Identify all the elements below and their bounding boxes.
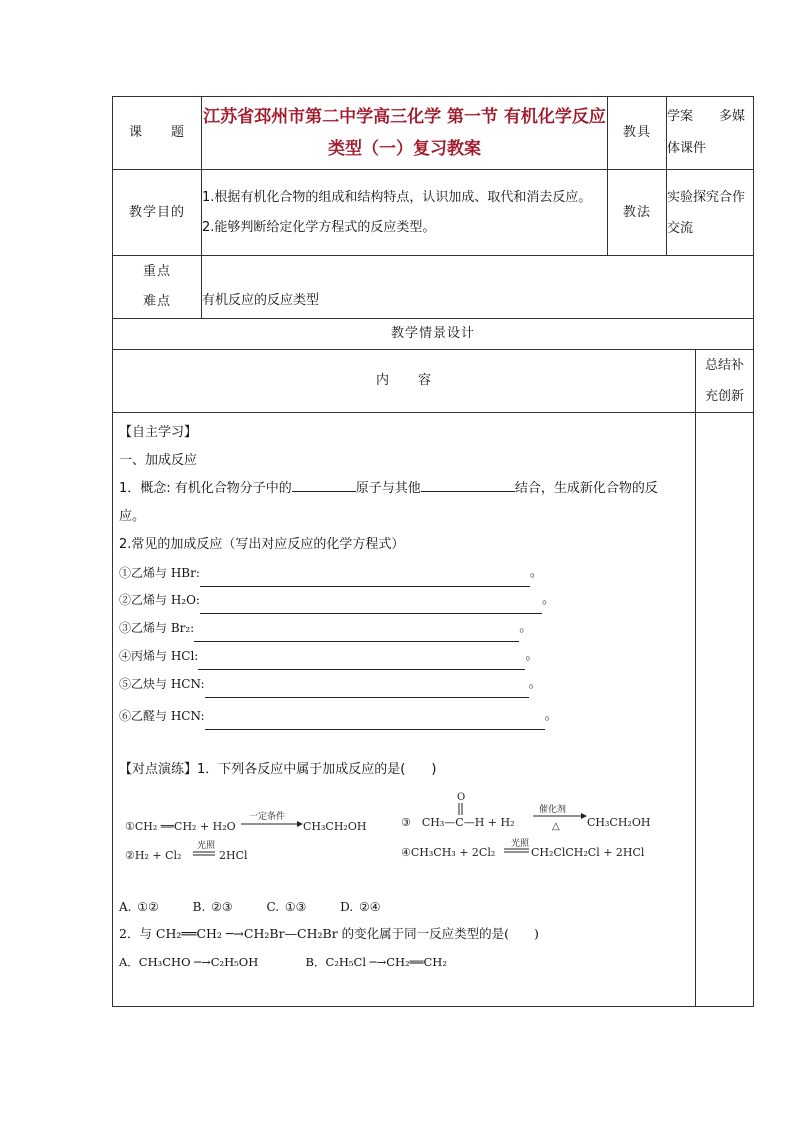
key-points-value: 有机反应的反应类型 — [202, 256, 754, 319]
question-2-options — [119, 948, 690, 976]
lesson-plan-document — [112, 96, 753, 1007]
reaction-item: ⑤乙炔与 HCN: 。 — [119, 670, 690, 698]
answer-blank[interactable] — [200, 595, 542, 614]
objective-item: 2.能够判断给定化学方程式的反应类型。 — [202, 219, 436, 235]
key-points-label: 重点 难点 — [113, 256, 202, 319]
answer-options-1 — [119, 894, 690, 920]
objective-item: 1.根据有机化合物的组成和结构特点，认识加成、取代和消去反应。 — [202, 189, 592, 205]
side-notes-column — [696, 413, 754, 1007]
equation-3-oxygen: O — [457, 792, 466, 803]
self-study-heading: 【自主学习】 — [119, 425, 198, 440]
section-heading: 一、加成反应 — [119, 453, 198, 468]
equation-4-right: CH₂ClCH₂Cl + 2HCl — [531, 846, 645, 859]
lesson-plan-table — [112, 96, 754, 1007]
page-title: 江苏省邳州市第二中学高三化学 第一节 有机化学反应类型（一）复习教案 — [202, 97, 608, 170]
q2-option-b[interactable]: B．C₂H₅Cl ─→CH₂══CH₂ — [305, 955, 447, 969]
concept-line: 1．概念: 有机化合物分子中的 原子与其他 结合，生成新化合物的反 — [119, 475, 690, 503]
reaction-item: ④丙烯与 HCl: 。 — [119, 642, 690, 670]
content-heading: 内 容 — [113, 350, 696, 413]
method-value: 实验探究合作交流 — [667, 170, 754, 256]
equation-3-left: ③ CH₃—C—H + H₂ — [401, 816, 515, 829]
option-b[interactable]: B. ②③ — [192, 900, 233, 914]
answer-blank[interactable] — [205, 711, 545, 730]
equation-1-right: CH₃CH₂OH — [303, 820, 367, 833]
method-label: 教法 — [608, 170, 667, 256]
answer-blank[interactable] — [205, 679, 529, 698]
reaction-item: ③乙烯与 Br₂: 。 — [119, 614, 690, 642]
tools-value: 学案 多媒体课件 — [667, 97, 754, 170]
equation-4-left: ④CH₃CH₃ + 2Cl₂ — [401, 846, 496, 859]
equation-2-condition: 光照 — [197, 841, 216, 851]
option-a[interactable]: A. ①② — [119, 900, 159, 914]
answer-blank[interactable] — [194, 623, 519, 642]
reaction-item: ⑥乙醛与 HCN: 。 — [119, 702, 690, 730]
course-label: 课 题 — [113, 97, 202, 170]
answer-blank[interactable] — [200, 568, 530, 587]
reaction-item: ②乙烯与 H₂O: 。 — [119, 586, 690, 614]
answer-blank[interactable] — [292, 475, 356, 492]
content-body — [113, 413, 696, 1007]
answer-blank[interactable] — [198, 651, 525, 670]
objectives-label: 教学目的 — [113, 170, 202, 256]
equation-3-right: CH₃CH₂OH — [587, 816, 651, 829]
equation-1-condition: 一定条件 — [249, 812, 286, 822]
side-heading: 总结补充创新 — [696, 350, 754, 413]
equation-2-right: 2HCl — [219, 849, 248, 862]
equation-2-left: ②H₂ + Cl₂ — [125, 849, 182, 862]
equation-3-condition: 催化剂 — [539, 805, 567, 815]
tools-label: 教具 — [608, 97, 667, 170]
drill-question-1: 【对点演练】1．下列各反应中属于加成反应的是( ) — [119, 762, 437, 777]
equation-1-left: ①CH₂ ══CH₂ + H₂O — [125, 820, 236, 833]
q2-option-a[interactable]: A．CH₃CHO ─→C₂H₅OH — [119, 955, 259, 969]
equation-3-heat: △ — [552, 821, 560, 832]
equation-4-condition: 光照 — [511, 839, 530, 849]
reaction-item: ①乙烯与 HBr: 。 — [119, 559, 690, 587]
concept-line-end: 应。 — [119, 509, 146, 524]
objectives-content — [202, 170, 608, 256]
option-d[interactable]: D. ②④ — [340, 900, 381, 914]
reaction-equations-figure — [119, 786, 659, 876]
option-c[interactable]: C. ①③ — [266, 900, 307, 914]
answer-blank[interactable] — [421, 475, 515, 492]
common-reactions-title: 2.常见的加成反应（写出对应反应的化学方程式） — [119, 537, 405, 552]
drill-question-2: 2．与 CH₂══CH₂ ─→CH₂Br—CH₂Br 的变化属于同一反应类型的是( ) — [119, 926, 539, 941]
design-heading: 教学情景设计 — [113, 319, 754, 350]
